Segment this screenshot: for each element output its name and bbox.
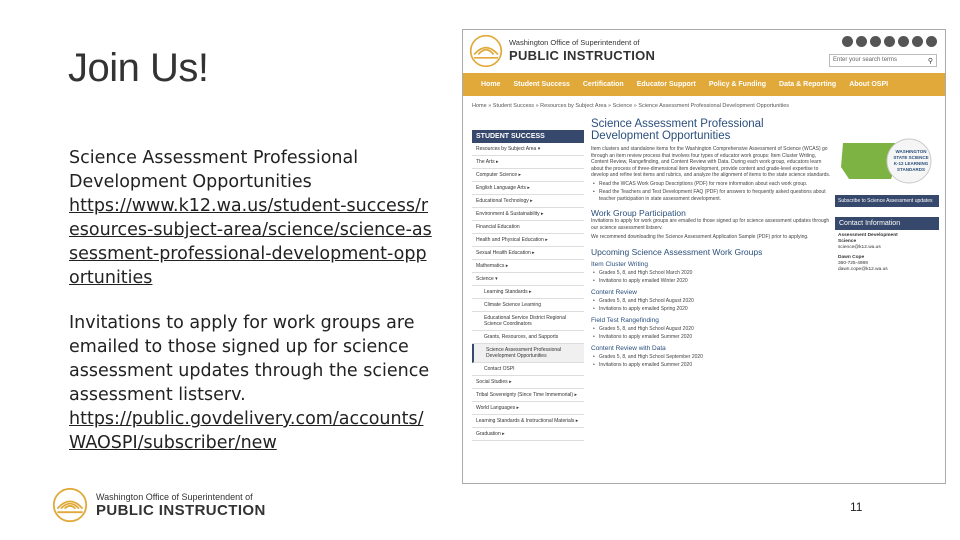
email-icon[interactable] [912,36,923,47]
group-name: Field Test Rangefinding [591,316,659,324]
sidebar-item[interactable]: Sexual Health Education ▸ [472,247,584,260]
sidebar-head: STUDENT SUCCESS [472,130,584,143]
nav-certification[interactable]: Certification [582,81,624,88]
invitations-text: Invitations to apply for work groups are emailed to those signed up for science assessment updates through the science assessment listserv. [69,313,430,405]
site-nav [463,73,945,96]
contact-head: Contact Information [835,217,939,230]
group-bullet: • Grades 5, 8, and High School March 2020 [591,270,831,277]
newsletter-icon[interactable] [926,36,937,47]
sidebar-item[interactable]: Environment & Sustainability ▸ [472,208,584,221]
sidebar-item[interactable]: Financial Education [472,221,584,234]
website-screenshot [462,29,946,484]
group-name: Content Review [591,288,637,296]
text-block-pd-opportunities [69,146,434,290]
nav-policy-funding[interactable]: Policy & Funding [708,81,767,88]
sidebar [472,130,584,441]
govdelivery-link[interactable]: https://public.govdelivery.com/accounts/WAOSPI/subscriber/new [69,409,424,453]
group-bullet: • Grades 5, 8, and High School September 2020 [591,354,831,361]
footer-org-big: PUBLIC INSTRUCTION [96,501,266,519]
social-icons [842,36,937,47]
group-bullet: • Invitations to apply emailed Spring 2020 [591,306,831,313]
main-bullet[interactable]: • Read the WCAS Work Group Descriptions (PDF) for more information about each work group. [591,181,831,188]
pd-link[interactable]: https://www.k12.wa.us/student-success/resources-subject-area/science/science-assessment-professional-development-opportunities [69,196,432,288]
main-content [591,118,831,369]
search-icon[interactable]: ⚲ [927,58,933,65]
site-header [463,30,945,73]
instagram-icon[interactable] [884,36,895,47]
nav-home[interactable]: Home [481,81,501,88]
group-name: Content Review with Data [591,344,666,352]
nav-about[interactable]: About OSPI [849,81,889,88]
sun-logo-icon [52,487,88,523]
sidebar-item[interactable]: Social Studies ▸ [472,376,584,389]
youtube-icon[interactable] [898,36,909,47]
sun-logo-icon [469,34,503,68]
wg-title: Work Group Participation [591,208,686,218]
nav-educator-support[interactable]: Educator Support [636,81,696,88]
page-number: 11 [850,500,863,514]
contact-line: Assessment Development [838,233,898,238]
group-name: Item Cluster Writing [591,260,648,268]
group-bullet: • Invitations to apply emailed Summer 2020 [591,334,831,341]
wg-text2: We recommend downloading the Science Assessment Application Sample (PDF) prior to applying. [591,234,809,240]
ospi-footer-logo [52,487,266,523]
group-bullet: • Invitations to apply emailed Winter 2020 [591,278,831,285]
sidebar-item[interactable]: Educational Technology ▸ [472,195,584,208]
pd-heading: Science Assessment Professional Development Opportunities [69,148,359,192]
main-intro: Item clusters and standalone items for the Washington Comprehensive Assessment of Science (WCAS) go through an item review process that involves four types of educator work groups: Item Cluster Writing, Content Review, Rangefinding, and Content Review with Data. During each work group, educators learn about the process of three-dimensional item development, provide content and grade-level expertise to develop and refine test items and rubrics, and analyze the alignment of items to the state science standards. [591,146,831,178]
medium-icon[interactable] [870,36,881,47]
facebook-icon[interactable] [842,36,853,47]
contact-line: Science [838,239,857,244]
site-org-big: PUBLIC INSTRUCTION [509,48,656,63]
sidebar-subitem-active[interactable]: Science Assessment Professional Development Opportunities [472,344,584,363]
sidebar-item[interactable]: Graduation ▸ [472,428,584,441]
right-column [835,133,939,276]
sidebar-item[interactable]: Computer Science ▸ [472,169,584,182]
nav-data-reporting[interactable]: Data & Reporting [779,81,837,88]
contact-body [835,230,939,276]
group-bullet: • Grades 5, 8, and High School August 2020 [591,298,831,305]
badge-text: WASHINGTON STATE SCIENCE K-12 LEARNING STANDARDS [893,149,929,172]
sidebar-item[interactable]: Tribal Sovereignty (Since Time Immemorial) ▸ [472,389,584,402]
footer-org-small: Washington Office of Superintendent of [96,491,253,502]
sidebar-subitem[interactable]: Learning Standards ▸ [472,286,584,299]
sidebar-item[interactable]: Science ▾ [472,273,584,286]
sidebar-subitem[interactable]: Contact OSPI [472,363,584,376]
wg-text: Invitations to apply for work groups are emailed to those signed up for science assessment updates through our science assessment listserv. [591,218,830,231]
contact-email[interactable]: dawn.cope@k12.wa.us [838,267,888,272]
sidebar-item[interactable]: Mathematics ▸ [472,260,584,273]
subscribe-button[interactable]: Subscribe to Science Assessment updates [835,195,939,207]
sidebar-item[interactable]: English Language Arts ▸ [472,182,584,195]
search-input[interactable] [829,54,937,67]
group-bullet: • Invitations to apply emailed Summer 2020 [591,362,831,369]
slide-title: Join Us! [68,46,209,90]
sidebar-item[interactable]: Resources by Subject Area ▾ [472,143,584,156]
sidebar-subitem[interactable]: Climate Science Learning [472,299,584,312]
text-block-invitations [69,311,434,455]
sidebar-subitem[interactable]: Grants, Resources, and Supports [472,331,584,344]
site-org-small: Washington Office of Superintendent of [509,38,640,47]
sidebar-subitem[interactable]: Educational Service District Regional Science Coordinators [472,312,584,331]
breadcrumb: Home » Student Success » Resources by Subject Area » Science » Science Assessment Professional Development Opportunities [472,103,790,109]
search-placeholder: Enter your search terms [833,57,898,63]
sidebar-item[interactable]: World Languages ▸ [472,402,584,415]
sidebar-item[interactable]: Health and Physical Education ▸ [472,234,584,247]
main-title: Science Assessment Professional Development Opportunities [591,118,764,142]
nav-student-success[interactable]: Student Success [513,81,570,88]
contact-email[interactable]: science@k12.wa.us [838,245,881,250]
group-bullet: • Grades 5, 8, and High School August 2020 [591,326,831,333]
sidebar-item[interactable]: The Arts ▸ [472,156,584,169]
twitter-icon[interactable] [856,36,867,47]
sidebar-item[interactable]: Learning Standards & Instructional Materials ▸ [472,415,584,428]
upcoming-title: Upcoming Science Assessment Work Groups [591,246,763,257]
main-bullet[interactable]: • Read the Teachers and Test Development FAQ (PDF) for answers to frequently asked questions about teacher participation in state assessment development. [591,189,831,202]
contact-line: Dawn Cope [838,255,865,260]
contact-phone: 360-725-4989 [838,261,868,266]
science-standards-badge[interactable] [835,133,939,189]
